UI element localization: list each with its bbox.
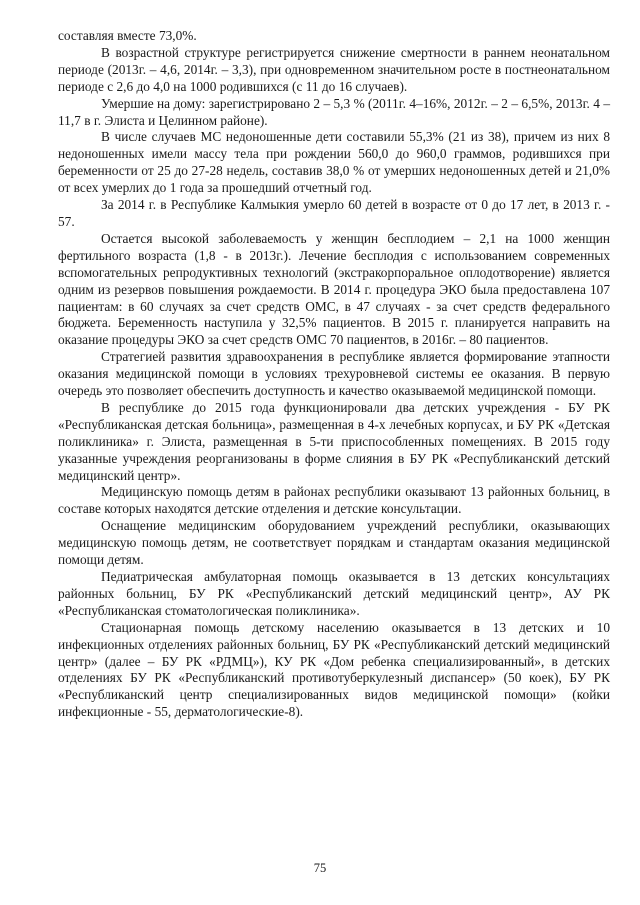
paragraph-6: Остается высокой заболеваемость у женщин бесплодием – 2,1 на 1000 женщин фертильного возраста (1,8 - в 2013г.). Лечение бесплодия с использованием современных вспомогательных репродуктивных технологий (экстракорпоральное оплодотворение) является одним из резервов повышения рождаемости. В 2014 г. процедура ЭКО была предоставлена 107 пациентам: в 60 случаях за счет средств ОМС, в 47 случаях - за счет средств федерального бюджета. Беременность наступила у 32,5% пациентов. В 2015 г. планируется направить на оказание процедуры ЭКО за счет средств ОМС 70 пациентов, в 2016г. – 80 пациентов.	[58, 230, 610, 348]
paragraph-4: В числе случаев МС недоношенные дети составили 55,3% (21 из 38), причем из них 8 недоношенных имели массу тела при рождении 560,0 до 960,0 граммов, родившихся при беременности от 25 до 27-28 недель, составив 38,0 % от умерших недоношенных детей и 21,0% от всех умерлих до 1 года за прошедший отчетный год.	[58, 129, 610, 196]
paragraph-9: Медицинскую помощь детям в районах республики оказывают 13 районных больниц, в составе которых находятся детские отделения и детские консультации.	[58, 484, 610, 517]
paragraph-10: Оснащение медицинским оборудованием учреждений республики, оказывающих медицинскую помощь детям, не соответствует порядкам и стандартам оказания медицинской помощи детям.	[58, 518, 610, 568]
paragraph-2: В возрастной структуре регистрируется снижение смертности в раннем неонатальном периоде (2013г. – 4,6, 2014г. – 3,3), при одновременном значительном росте в постнеонатальном периоде с 2,6 до 4,0 на 1000 родившихся (с 11 до 16 случаев).	[58, 44, 610, 94]
paragraph-11: Педиатрическая амбулаторная помощь оказывается в 13 детских консультациях районных больниц, БУ РК «Республиканский детский медицинский центр», АУ РК «Республиканская стоматологическая поликлиника».	[58, 569, 610, 618]
paragraph-8: В республике до 2015 года функционировали два детских учреждения - БУ РК «Республиканская детская больница», размещенная в 4-х лечебных корпусах, и БУ РК «Детская поликлиника» г. Элиста, размещенная в 5-ти приспособленных помещениях. В 2015 году указанные учреждения реорганизованы в форме слияния в БУ РК «Республиканский детский медицинский центр».	[58, 399, 610, 483]
paragraph-7: Стратегией развития здравоохранения в республике является формирование этапности оказания медицинской помощи в условиях трехуровневой системы ее оказания. В первую очередь это позволяет обеспечить доступность и качество оказываемой медицинской помощи.	[58, 349, 610, 399]
page-number: 75	[313, 861, 327, 875]
paragraph-1: составляя вместе 73,0%.	[58, 28, 197, 43]
paragraph-12: Стационарная помощь детскому населению оказывается в 13 детских и 10 инфекционных отделениях районных больниц, БУ РК «Республиканский детский медицинский центр» (далее – БУ РК «РДМЦ»), КУ РК «Дом ребенка специализированный», в детских отделениях БУ РК «Республиканский противотуберкулезный диспансер» (50 коек), БУ РК «Республиканский центр специализированных видов медицинской помощи» (койки инфекционные - 55, дерматологические-8).	[58, 619, 610, 720]
paragraph-3: Умершие на дому: зарегистрировано 2 – 5,3 % (2011г. 4–16%, 2012г. – 2 – 6,5%, 2013г. 4 – 11,7 в г. Элиста и Целинном районе).	[58, 95, 610, 128]
paragraph-5: За 2014 г. в Республике Калмыкия умерло 60 детей в возрасте от 0 до 17 лет, в 2013 г. - 57.	[58, 197, 610, 229]
